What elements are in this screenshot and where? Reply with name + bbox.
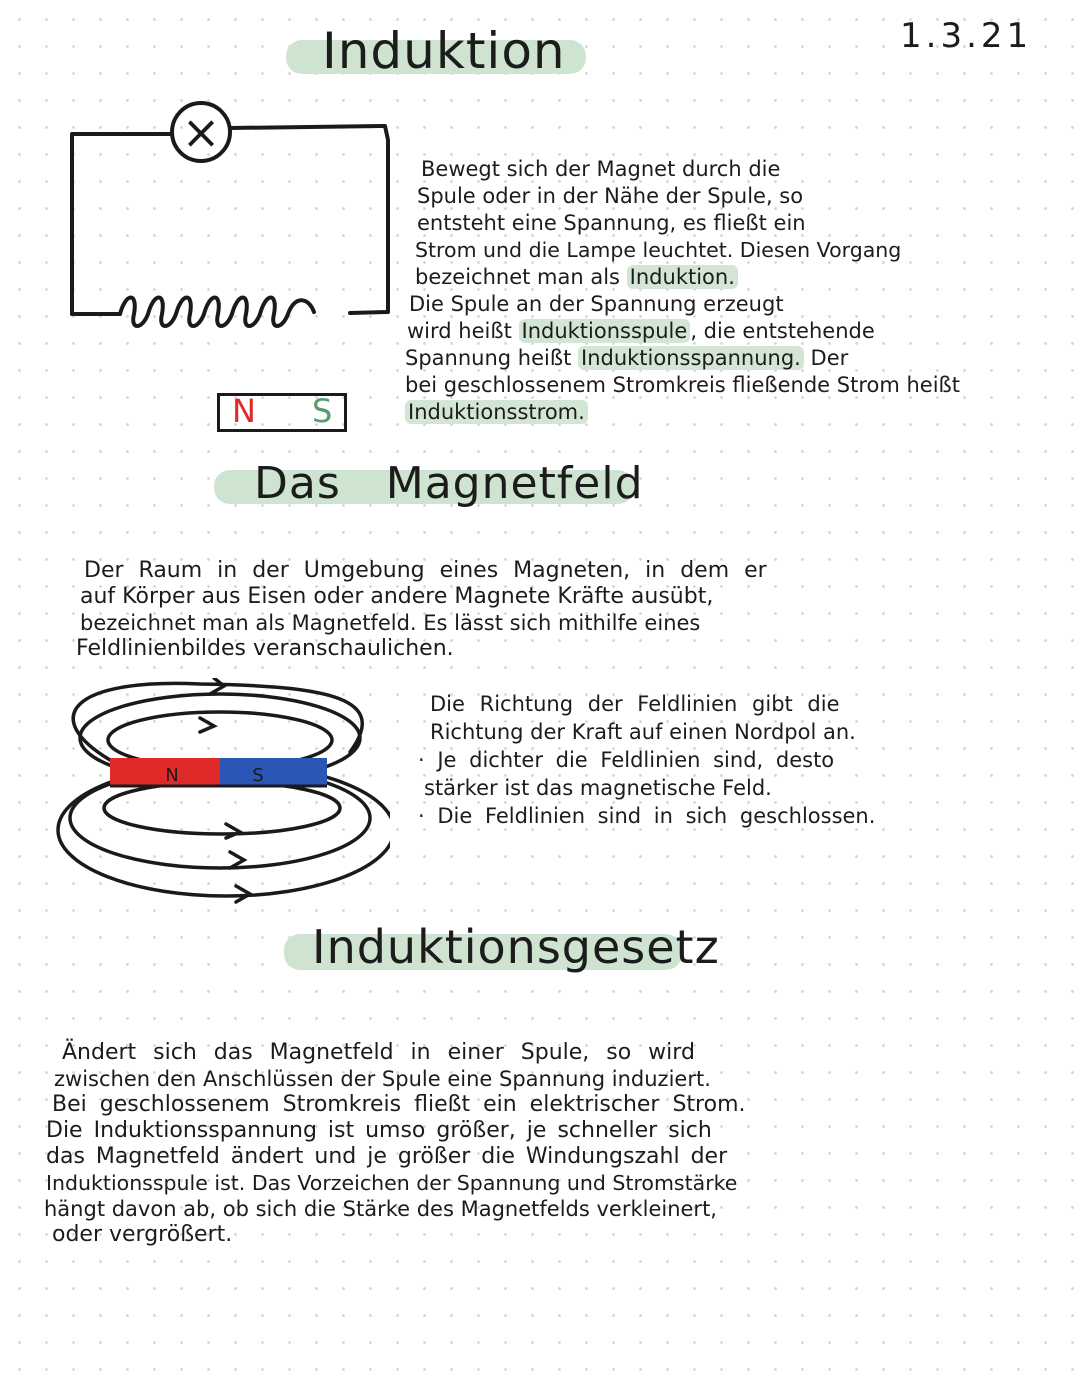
coil-icon [120, 298, 314, 327]
text-line: Ändert sich das Magnetfeld in einer Spule, so wird [62, 1040, 695, 1065]
magnetfeld-paragraph [76, 558, 767, 662]
text-line [405, 345, 960, 372]
text-line: Der Raum in der Umgebung eines Magneten, in dem er [84, 558, 767, 583]
text-run: wird heißt [407, 319, 512, 343]
note-line: Richtung der Kraft auf einen Nordpol an. [430, 720, 856, 744]
text-line: Induktionsspule ist. Das Vorzeichen der Spannung und Stromstärke [46, 1171, 738, 1195]
date: 1.3.21 [900, 16, 1033, 56]
lamp-icon: × [181, 105, 221, 159]
text-line: Bei geschlossenem Stromkreis fließt ein elektrischer Strom. [52, 1092, 746, 1117]
text-line: Die Induktionsspannung ist umso größer, je schneller sich [46, 1118, 712, 1143]
text-line: Strom und die Lampe leuchtet. Diesen Vorgang [415, 238, 902, 262]
section-title-induktion: Induktion [322, 22, 566, 80]
text-line: oder vergrößert. [52, 1222, 233, 1247]
term-induktionsspannung: Induktionsspannung. [578, 346, 804, 370]
note-line: · Je dichter die Feldlinien sind, desto [418, 748, 835, 772]
magnet-small-s-label: S [312, 392, 333, 430]
text-line: Spule oder in der Nähe der Spule, so [417, 184, 804, 208]
text-run: Der [810, 346, 849, 370]
text-line: Die Spule an der Spannung erzeugt [409, 292, 784, 316]
text-run: , die entstehende [690, 319, 875, 343]
field-lines-diagram [50, 678, 390, 908]
circuit-wire [230, 126, 388, 313]
field-line [104, 782, 340, 834]
field-line-arrow [226, 824, 240, 838]
text-line: das Magnetfeld ändert und je größer die Windungszahl der [46, 1144, 728, 1169]
text-line: zwischen den Anschlüssen der Spule eine Spannung induziert. [54, 1067, 711, 1091]
term-induktionsspule: Induktionsspule [519, 319, 691, 343]
gesetz-paragraph [44, 1040, 746, 1248]
text-line: entsteht eine Spannung, es fließt ein [417, 211, 806, 235]
magnetfeld-notes [418, 690, 875, 830]
text-line [405, 264, 960, 291]
text-line: auf Körper aus Eisen oder andere Magnete Kräfte ausübt, [80, 584, 714, 609]
magnet-s-label: S [252, 765, 264, 786]
text-run: bezeichnet man als [415, 265, 620, 289]
note-line: stärker ist das magnetische Feld. [424, 776, 772, 800]
circuit-wire [72, 134, 172, 314]
note-line: · Die Feldlinien sind in sich geschlossen. [418, 804, 876, 828]
section-title-gesetz: Induktionsgesetz [312, 920, 720, 974]
magnet-small-n-label: N [232, 392, 256, 430]
magnet-s-pole [220, 758, 327, 786]
induktion-paragraph [405, 156, 960, 426]
note-line: Die Richtung der Feldlinien gibt die [430, 692, 840, 716]
circuit-diagram [60, 100, 400, 340]
term-induktionsstrom: Induktionsstrom. [405, 400, 588, 424]
text-run: Spannung heißt [405, 346, 572, 370]
text-line: bezeichnet man als Magnetfeld. Es lässt sich mithilfe eines [80, 611, 701, 635]
field-line-arrow [230, 852, 244, 868]
section-title-magnetfeld: Das Magnetfeld [254, 458, 644, 509]
term-induktion: Induktion. [627, 265, 738, 289]
field-line-arrow [200, 718, 214, 732]
text-line [405, 399, 960, 426]
magnet-n-label: N [165, 765, 179, 786]
text-line: Bewegt sich der Magnet durch die [421, 157, 781, 181]
magnet-small [217, 393, 347, 432]
text-line: hängt davon ab, ob sich die Stärke des Magnetfelds verkleinert, [44, 1197, 717, 1221]
text-line [405, 318, 960, 345]
text-line: bei geschlossenem Stromkreis fließende Strom heißt [405, 373, 961, 397]
text-line: Feldlinienbildes veranschaulichen. [76, 636, 454, 661]
